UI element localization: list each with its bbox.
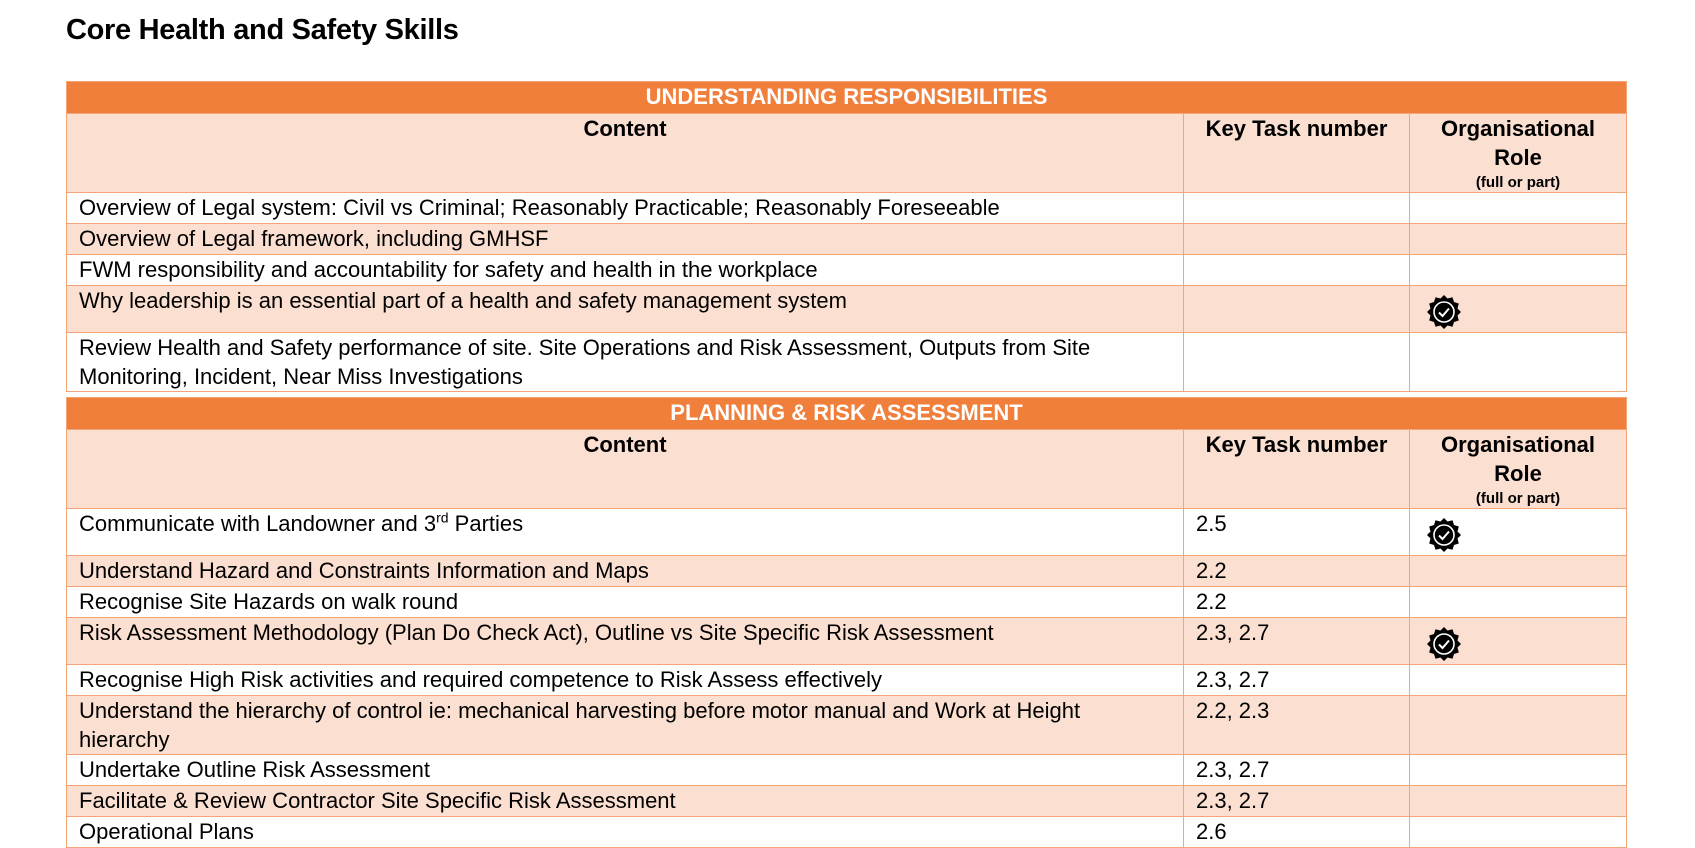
column-header-key-task: Key Task number bbox=[1184, 430, 1410, 509]
column-header-content: Content bbox=[67, 430, 1184, 509]
section-understanding-responsibilities bbox=[66, 81, 1627, 392]
role-cell bbox=[1410, 755, 1627, 786]
role-header-label: Organisational Role bbox=[1440, 432, 1596, 486]
table-row bbox=[67, 193, 1627, 224]
role-cell bbox=[1410, 224, 1627, 255]
key-task-cell bbox=[1184, 193, 1410, 224]
key-task-cell bbox=[1184, 224, 1410, 255]
role-header-sub: (full or part) bbox=[1475, 174, 1561, 191]
table-row bbox=[67, 255, 1627, 286]
content-text: Communicate with Landowner and 3 bbox=[79, 511, 437, 536]
role-cell bbox=[1410, 333, 1627, 392]
role-cell bbox=[1410, 665, 1627, 696]
role-cell bbox=[1410, 556, 1627, 587]
role-cell bbox=[1410, 817, 1627, 848]
content-cell: Undertake Outline Risk Assessment bbox=[67, 755, 1184, 786]
content-superscript: rd bbox=[436, 509, 449, 526]
key-task-cell: 2.3, 2.7 bbox=[1184, 786, 1410, 817]
content-cell: Recognise Site Hazards on walk round bbox=[67, 587, 1184, 618]
key-task-cell: 2.5 bbox=[1184, 509, 1410, 556]
section-planning-risk-assessment bbox=[66, 397, 1627, 848]
role-header-sub: (full or part) bbox=[1475, 490, 1561, 507]
key-task-cell: 2.6 bbox=[1184, 817, 1410, 848]
role-cell bbox=[1410, 193, 1627, 224]
table-row bbox=[67, 817, 1627, 848]
table-row bbox=[67, 618, 1627, 665]
key-task-cell bbox=[1184, 286, 1410, 333]
content-cell: Understand Hazard and Constraints Information and Maps bbox=[67, 556, 1184, 587]
key-task-cell bbox=[1184, 255, 1410, 286]
table-row bbox=[67, 755, 1627, 786]
key-task-cell: 2.2 bbox=[1184, 587, 1410, 618]
section-title: PLANNING & RISK ASSESSMENT bbox=[67, 398, 1627, 430]
content-cell: Overview of Legal system: Civil vs Criminal; Reasonably Practicable; Reasonably Foreseeable bbox=[67, 193, 1184, 224]
column-header-key-task: Key Task number bbox=[1184, 114, 1410, 193]
content-cell: Risk Assessment Methodology (Plan Do Check Act), Outline vs Site Specific Risk Assessment bbox=[67, 618, 1184, 665]
role-cell bbox=[1410, 696, 1627, 755]
check-badge-icon bbox=[1426, 517, 1462, 553]
table-row bbox=[67, 286, 1627, 333]
table-row bbox=[67, 587, 1627, 618]
table-row bbox=[67, 224, 1627, 255]
role-header-label: Organisational Role bbox=[1440, 116, 1596, 170]
key-task-cell: 2.2 bbox=[1184, 556, 1410, 587]
table-row bbox=[67, 333, 1627, 392]
key-task-cell: 2.3, 2.7 bbox=[1184, 618, 1410, 665]
column-header-role bbox=[1410, 430, 1627, 509]
content-cell: Operational Plans bbox=[67, 817, 1184, 848]
role-cell bbox=[1410, 618, 1627, 665]
check-badge-icon bbox=[1426, 294, 1462, 330]
key-task-cell: 2.2, 2.3 bbox=[1184, 696, 1410, 755]
column-header-role bbox=[1410, 114, 1627, 193]
content-text-after: Parties bbox=[448, 511, 524, 536]
key-task-cell: 2.3, 2.7 bbox=[1184, 665, 1410, 696]
key-task-cell: 2.3, 2.7 bbox=[1184, 755, 1410, 786]
role-cell bbox=[1410, 286, 1627, 333]
content-cell: FWM responsibility and accountability for safety and health in the workplace bbox=[67, 255, 1184, 286]
role-cell bbox=[1410, 786, 1627, 817]
check-badge-icon bbox=[1426, 626, 1462, 662]
section-title: UNDERSTANDING RESPONSIBILITIES bbox=[67, 82, 1627, 114]
content-cell: Review Health and Safety performance of site. Site Operations and Risk Assessment, Outputs from Site Monitoring, Incident, Near Miss Investigations bbox=[67, 333, 1184, 392]
role-cell bbox=[1410, 509, 1627, 556]
table-row bbox=[67, 696, 1627, 755]
role-cell bbox=[1410, 255, 1627, 286]
table-row bbox=[67, 665, 1627, 696]
table-row bbox=[67, 786, 1627, 817]
content-cell: Recognise High Risk activities and required competence to Risk Assess effectively bbox=[67, 665, 1184, 696]
table-row bbox=[67, 509, 1627, 556]
content-cell: Facilitate & Review Contractor Site Specific Risk Assessment bbox=[67, 786, 1184, 817]
table-row bbox=[67, 556, 1627, 587]
page-title: Core Health and Safety Skills bbox=[66, 14, 459, 46]
content-cell: Overview of Legal framework, including GMHSF bbox=[67, 224, 1184, 255]
role-cell bbox=[1410, 587, 1627, 618]
key-task-cell bbox=[1184, 333, 1410, 392]
content-cell bbox=[67, 509, 1184, 556]
content-cell: Understand the hierarchy of control ie: mechanical harvesting before motor manual and Work at Height hierarchy bbox=[67, 696, 1184, 755]
content-cell: Why leadership is an essential part of a health and safety management system bbox=[67, 286, 1184, 333]
column-header-content: Content bbox=[67, 114, 1184, 193]
